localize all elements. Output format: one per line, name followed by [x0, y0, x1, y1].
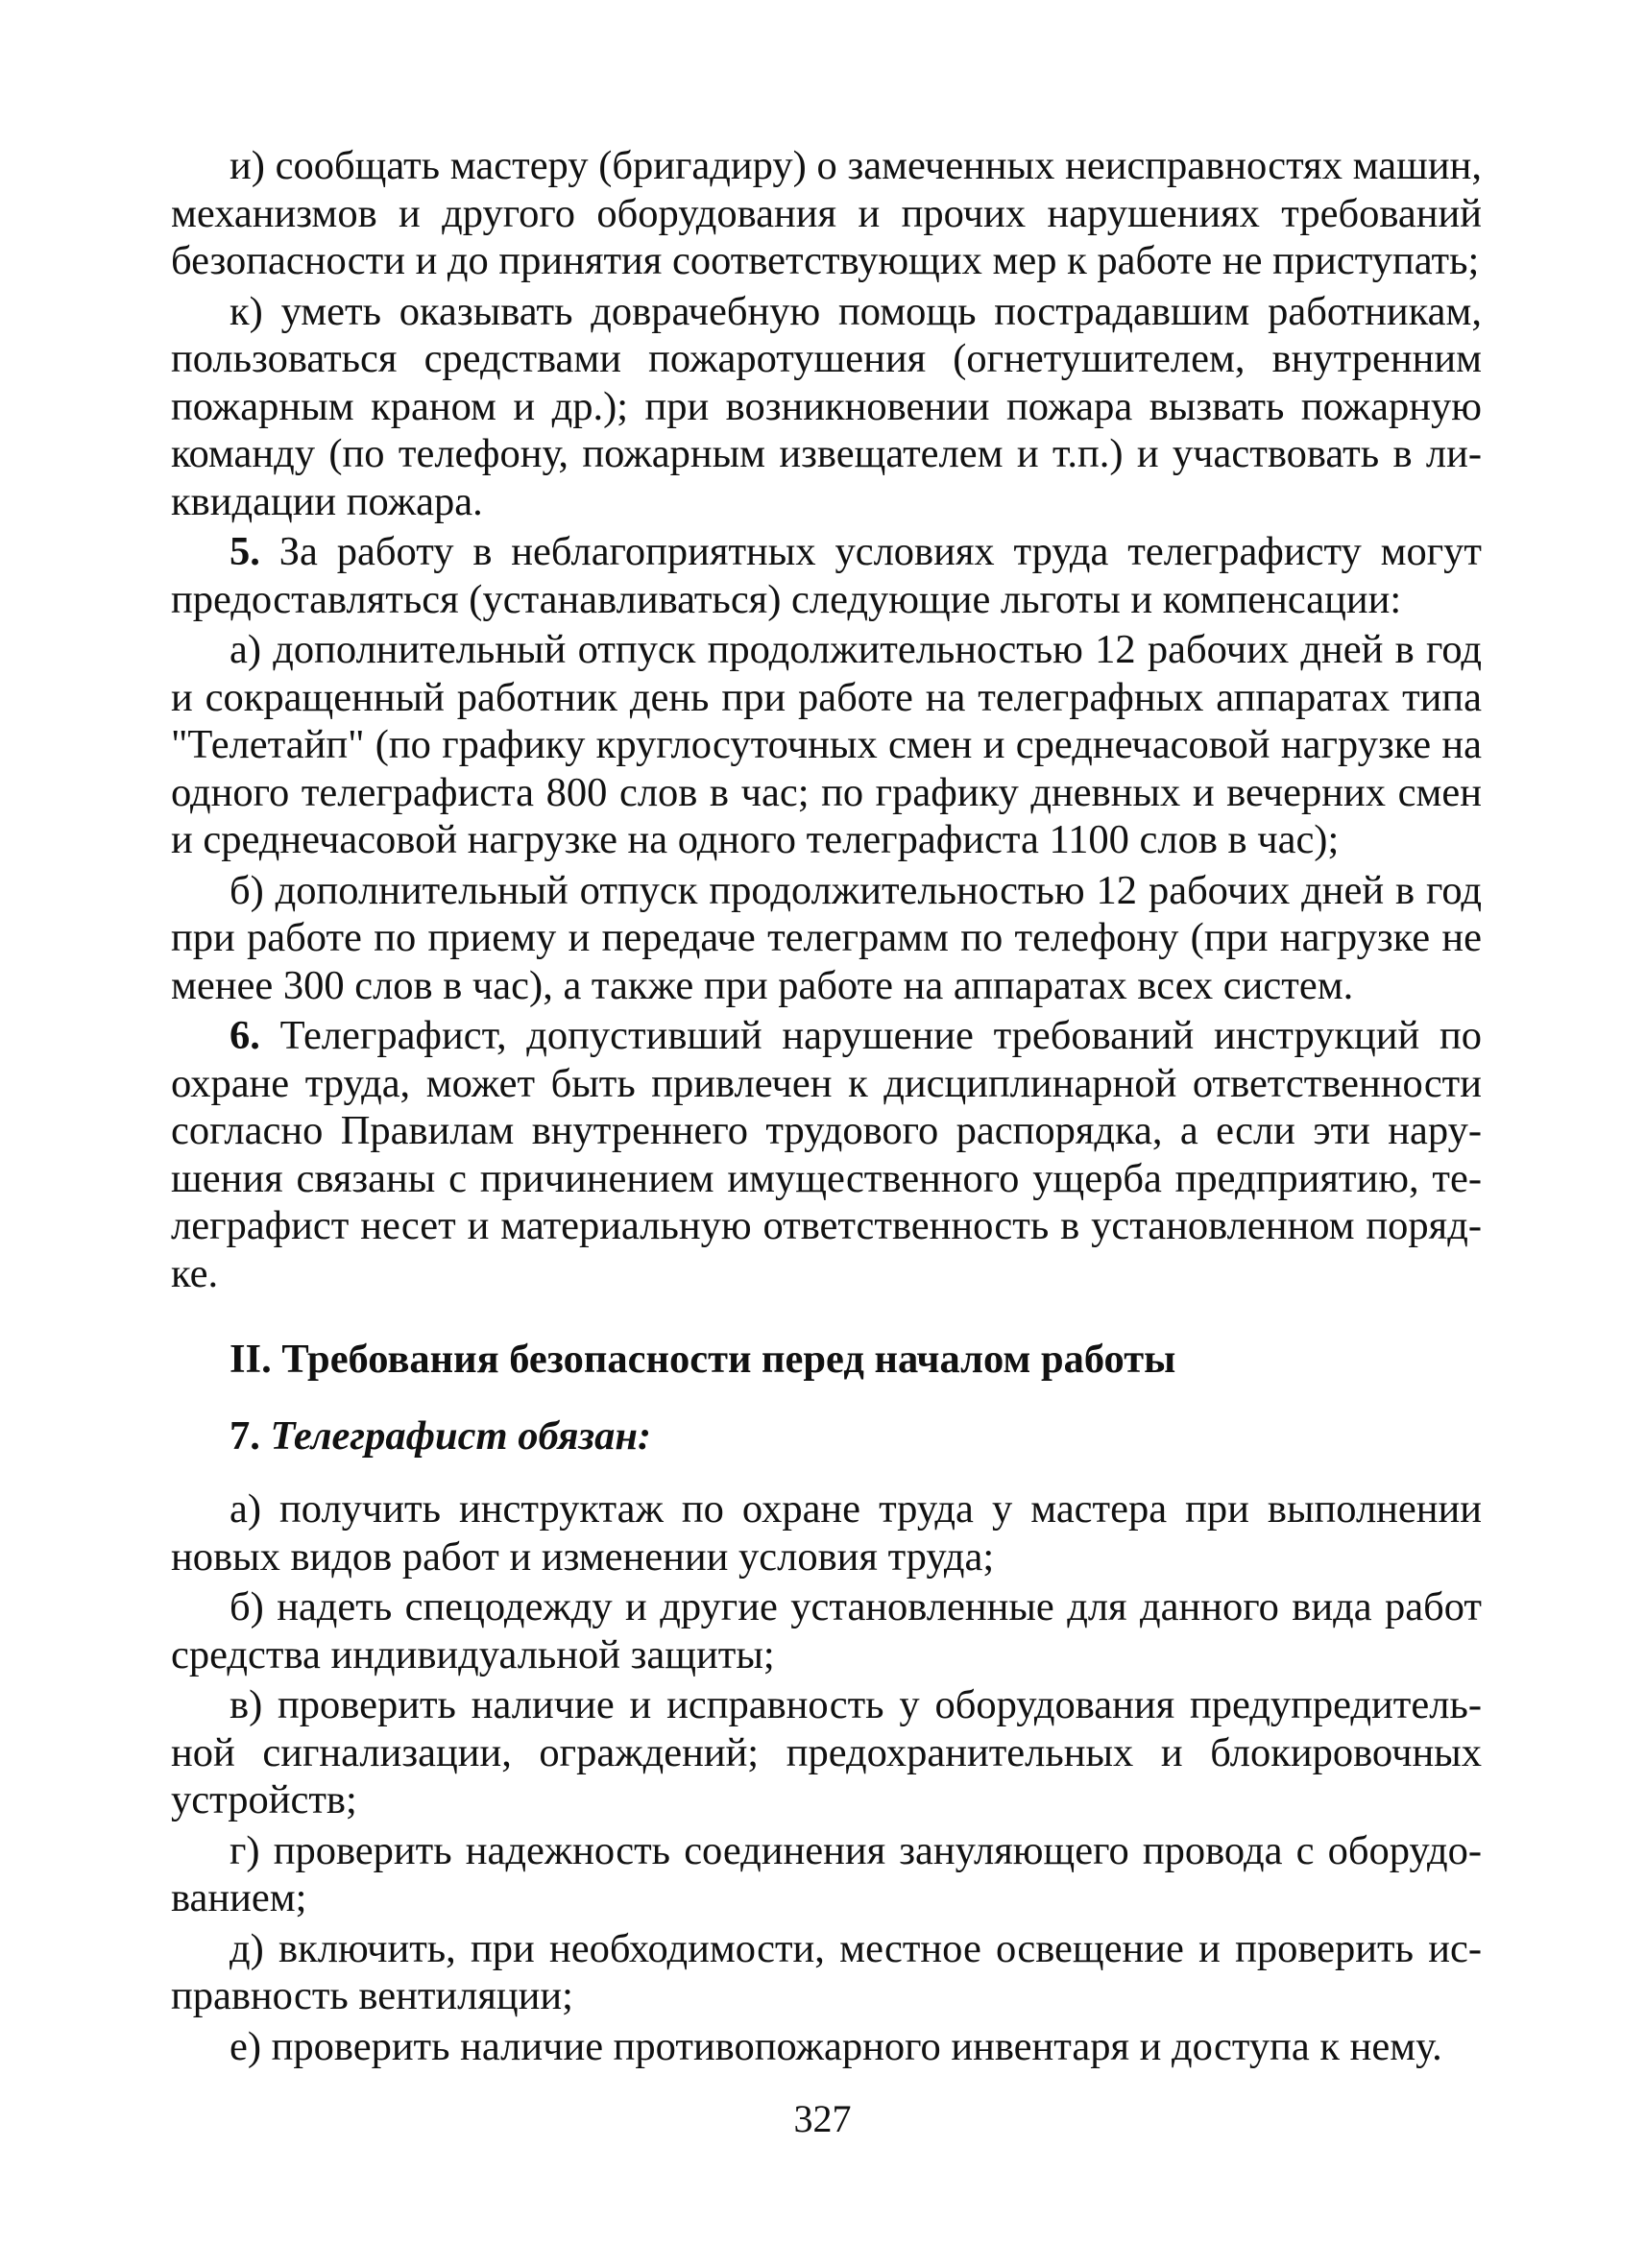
paragraph-text: и) сообщать мастеру (бригадиру) о замеченных неисправностях машин, механизмов и другого оборудования и прочих нарушениях требований безопасности и до принятия соответствующих мер к работе не приступать; — [171, 143, 1482, 283]
paragraph-clause-7b — [171, 1583, 1482, 1678]
paragraph-text: Телеграфист, допустивший нарушение требований инструкций по охране труда, может быть привлечен к дисциплинарной ответственности согласно Правилам внутреннего трудового распорядка, а если эти нарушения связаны с причинением имущественного ущерба предприятию, телеграфист несет и материальную ответственность в установленном порядке. — [171, 1013, 1482, 1296]
clause-number: 7. — [230, 1413, 260, 1459]
paragraph-text: в) проверить наличие и исправность у оборудования предупредительной сигнализации, ограждений; предохранительных и блокировочных устройств; — [171, 1682, 1482, 1822]
paragraph-clause-7g — [171, 1827, 1482, 1922]
paragraph-text: к) уметь оказывать доврачебную помощь пострадавшим работникам, пользоваться средствами пожаротушения (огнетушителем, внутренним пожарным краном и др.); при возникновении пожара вызвать пожарную команду (по телефону, пожарным извещателем и т.п.) и участвовать в ликвидации пожара. — [171, 288, 1482, 524]
paragraph-clause-5b — [171, 867, 1482, 1010]
paragraph-clause-5a — [171, 626, 1482, 864]
paragraph-text: а) получить инструктаж по охране труда у мастера при выполнении новых видов работ и изменении условия труда; — [171, 1486, 1482, 1580]
paragraph-clause-7a — [171, 1485, 1482, 1580]
section-heading: II. Требования безопасности перед началом работы — [230, 1337, 1176, 1382]
paragraph-item-i — [171, 142, 1482, 285]
paragraph-clause-5 — [171, 528, 1482, 623]
paragraph-text: б) дополнительный отпуск продолжительностью 12 рабочих дней в год при работе по приему и передаче телеграмм по телефону (при нагрузке не менее 300 слов в час), а также при работе на аппаратах всех систем. — [171, 867, 1482, 1008]
paragraph-clause-7e — [171, 2023, 1482, 2071]
paragraph-text: д) включить, при необходимости, местное освещение и проверить исправность вентиляции; — [171, 1925, 1482, 2018]
paragraph-clause-7d — [171, 1925, 1482, 2020]
document-page — [171, 142, 1482, 2070]
clause-title: Телеграфист обязан: — [259, 1413, 652, 1459]
paragraph-text: г) проверить надежность соединения зануляющего провода с оборудованием; — [171, 1827, 1482, 1920]
paragraph-text: е) проверить наличие противопожарного инвентаря и доступа к нему. — [230, 2023, 1442, 2069]
paragraph-clause-6 — [171, 1012, 1482, 1297]
paragraph-text: б) надеть спецодежду и другие установленные для данного вида работ средства индивидуальной защиты; — [171, 1584, 1482, 1677]
page-number: 327 — [793, 2097, 852, 2140]
paragraph-clause-7v — [171, 1681, 1482, 1824]
paragraph-item-k — [171, 288, 1482, 526]
clause-7-heading — [171, 1412, 1482, 1460]
paragraph-text: За работу в неблагоприятных условиях труда телеграфисту могут предоставляться (устанавливаться) следующие льготы и компенсации: — [171, 529, 1482, 622]
clause-number: 5. — [230, 529, 260, 574]
paragraph-text: а) дополнительный отпуск продолжительностью 12 рабочих дней в год и сокращенный работник день при работе на телеграфных аппаратах типа "Телетайп" (по графику круглосуточных смен и среднечасовой нагрузке на одного телеграфиста 800 слов в час; по графику дневных и вечерних смен и среднечасовой нагрузке на одного телеграфиста 1100 слов в час); — [171, 627, 1482, 862]
clause-number: 6. — [230, 1013, 260, 1058]
